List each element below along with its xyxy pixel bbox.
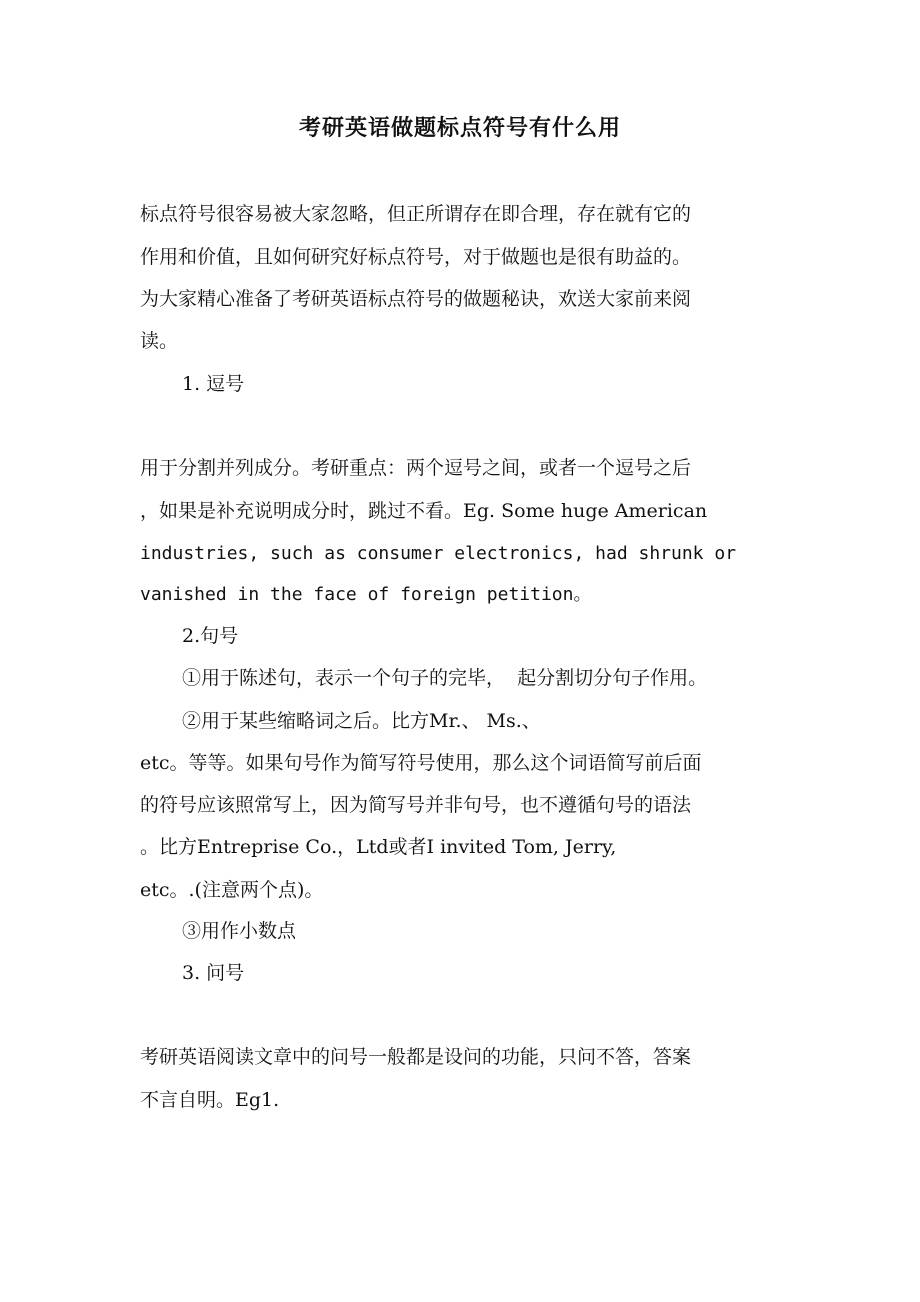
paragraph-line: 读。 (140, 330, 179, 352)
paragraph-line: vanished in the face of foreign petition。 (140, 584, 592, 605)
section-heading: 2.句号 (182, 625, 239, 647)
paragraph-line: 标点符号很容易被大家忽略，但正所谓存在即合理，存在就有它的 (140, 203, 692, 225)
paragraph-line: 的符号应该照常写上，因为简写号并非句号，也不遵循句号的语法 (140, 794, 692, 816)
paragraph-line: ，如果是补充说明成分时，跳过不看。Eg. Some huge American (140, 500, 708, 522)
paragraph-line: etc。.(注意两个点)。 (140, 879, 324, 901)
section-heading: 1. 逗号 (182, 373, 245, 395)
paragraph-line: 为大家精心准备了考研英语标点符号的做题秘诀，欢送大家前来阅 (140, 288, 692, 310)
paragraph-line: 用于分割并列成分。考研重点：两个逗号之间，或者一个逗号之后 (140, 457, 692, 479)
paragraph-line: industries, such as consumer electronics, had shrunk or (140, 543, 737, 564)
paragraph-line: 作用和价值，且如何研究好标点符号，对于做题也是很有助益的。 (140, 246, 692, 268)
document-title: 考研英语做题标点符号有什么用 (298, 115, 621, 141)
section-heading: 3. 问号 (182, 962, 245, 984)
paragraph-line: etc。等等。如果句号作为简写符号使用，那么这个词语简写前后面 (140, 752, 702, 774)
paragraph-line: 考研英语阅读文章中的问号一般都是设问的功能，只问不答，答案 (140, 1046, 692, 1068)
paragraph-line: 不言自明。Eg1. (140, 1089, 280, 1111)
list-item: ②用于某些缩略词之后。比方Mr.、 Ms.、 (182, 710, 541, 732)
paragraph-line: 。比方Entreprise Co.，Ltd或者I invited Tom, Jerry, (140, 836, 617, 858)
list-item: ③用作小数点 (182, 920, 297, 942)
list-item: ①用于陈述句，表示一个句子的完毕， 起分割切分句子作用。 (182, 667, 708, 689)
